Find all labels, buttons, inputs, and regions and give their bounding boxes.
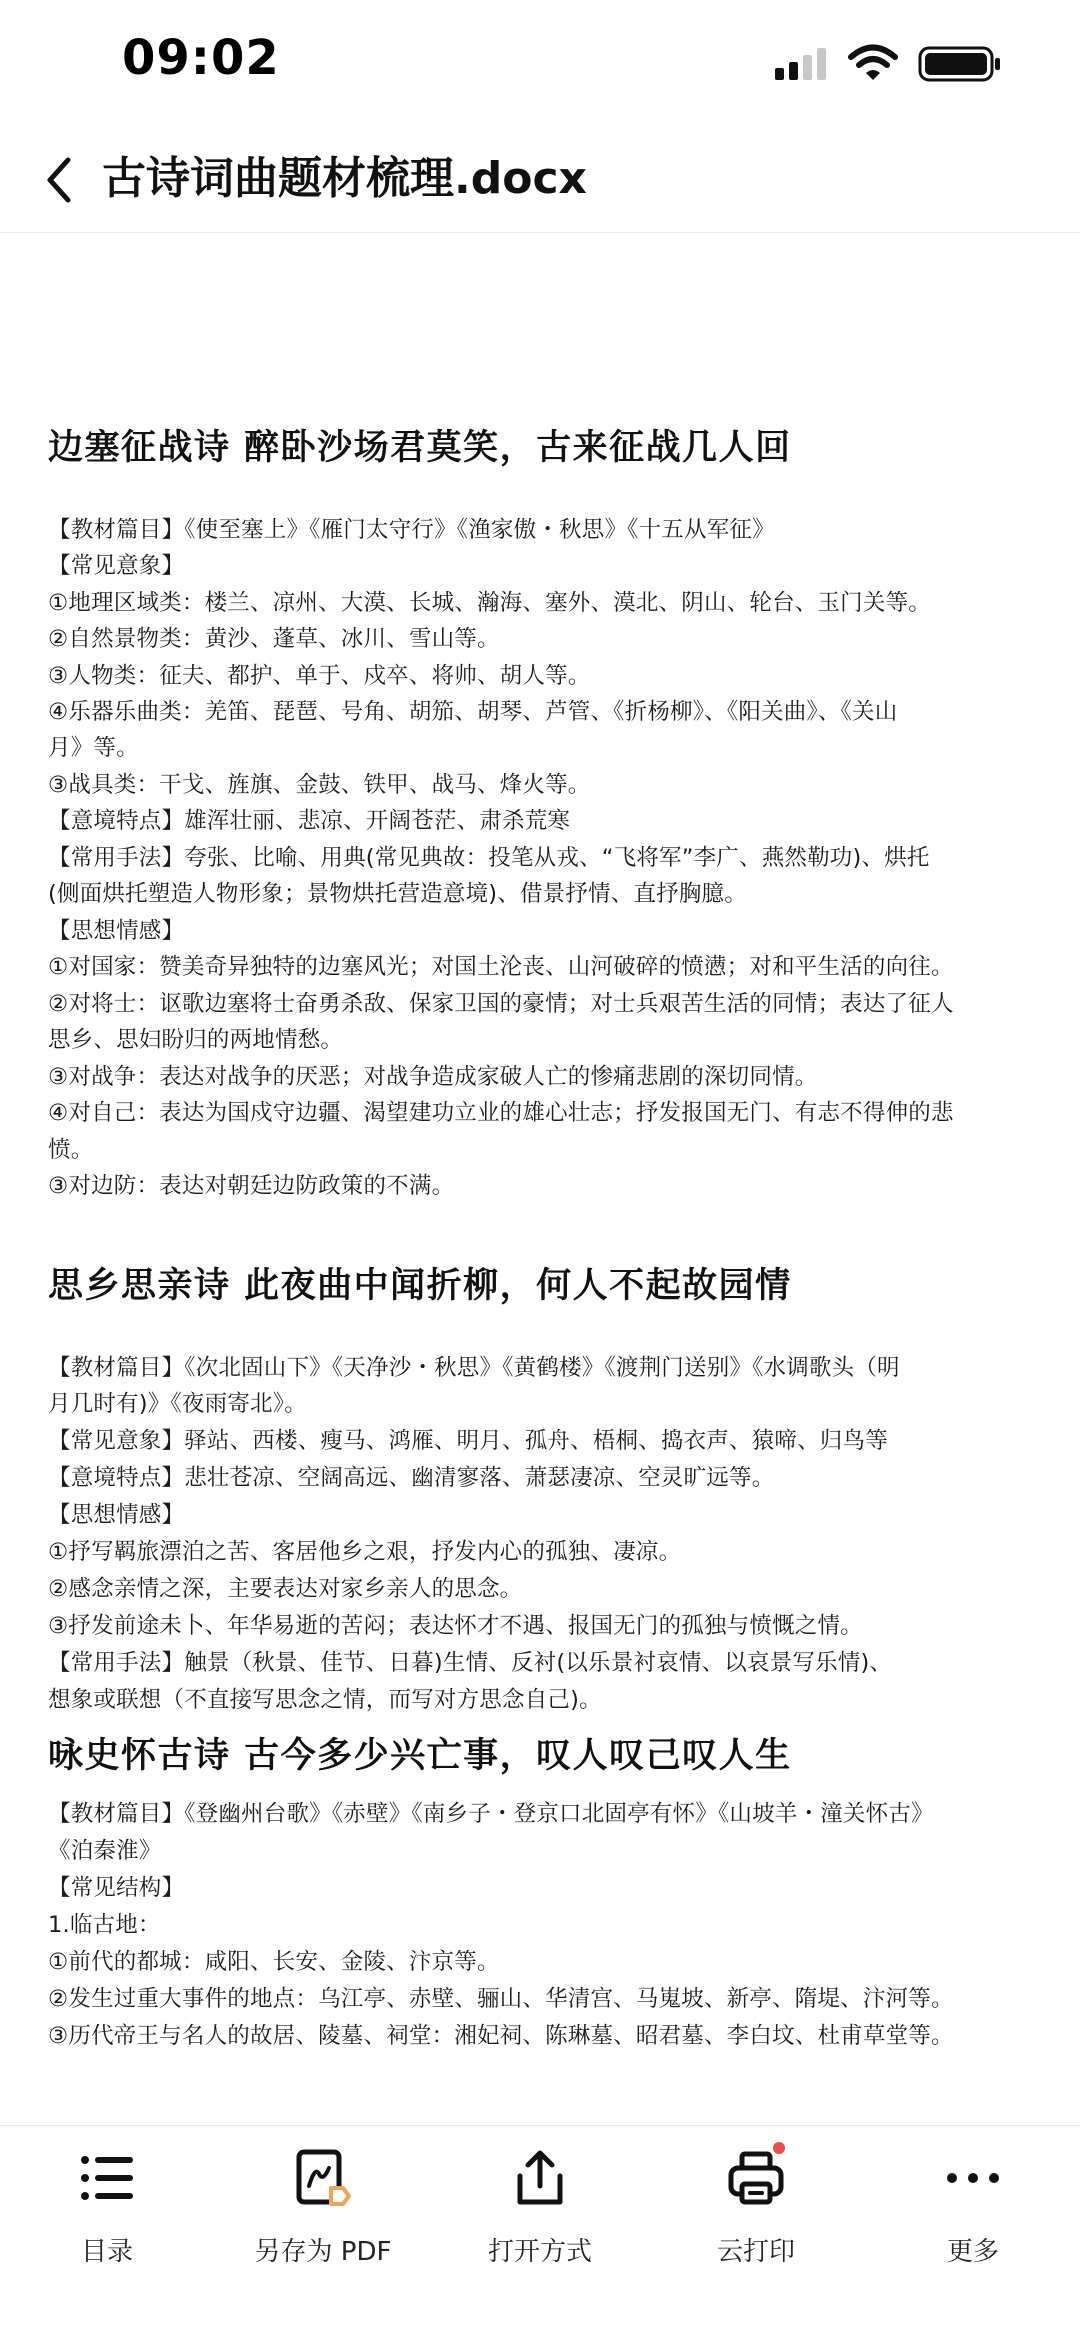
text-line: 【常用手法】触景（秋景、佳节、日暮)生情、反衬(以乐景衬哀情、以哀景写乐情)、: [48, 1650, 893, 1676]
text-line: (侧面烘托塑造人物形象；景物烘托营造意境)、借景抒情、直抒胸臆。: [48, 881, 747, 907]
toolbar-label: 另存为 PDF: [254, 2237, 392, 2267]
toolbar-save-pdf-button[interactable]: [233, 2126, 413, 2326]
text-line: ①前代的都城：咸阳、长安、金陵、汴京等。: [48, 1949, 500, 1975]
toolbar-more-button[interactable]: [883, 2126, 1063, 2326]
toolbar-contents-button[interactable]: [17, 2126, 197, 2326]
text-line: ③对战争：表达对战争的厌恶；对战争造成家破人亡的惨痛悲剧的深切同情。: [48, 1064, 818, 1090]
save-pdf-icon: [293, 2148, 353, 2208]
text-line: 【教材篇目】《登幽州台歌》《赤壁》《南乡子・登京口北固亭有怀》《山坡羊・潼关怀古》: [48, 1801, 934, 1827]
toolbar-label: 云打印: [716, 2237, 795, 2267]
toolbar-open-with-button[interactable]: [450, 2126, 630, 2326]
text-line: ③历代帝王与名人的故居、陵墓、祠堂：湘妃祠、陈琳墓、昭君墓、李白坟、杜甫草堂等。: [48, 2023, 954, 2049]
text-line: ①抒写羁旅漂泊之苦、客居他乡之艰，抒发内心的孤独、凄凉。: [48, 1539, 682, 1565]
text-line: ②自然景物类：黄沙、蓬草、冰川、雪山等。: [48, 626, 500, 652]
text-line: 【思想情感】: [48, 918, 185, 944]
text-line: ①对国家：赞美奇异独特的边塞风光；对国土沦丧、山河破碎的愤懑；对和平生活的向往。: [48, 954, 954, 980]
wifi-icon: [848, 44, 898, 82]
more-icon: [943, 2148, 1003, 2208]
text-line: 【教材篇目】《次北固山下》《天净沙・秋思》《黄鹤楼》《渡荆门送别》《水调歌头（明: [48, 1355, 900, 1381]
text-line: 愤。: [48, 1137, 94, 1163]
text-line: 【意境特点】悲壮苍凉、空阔高远、幽清寥落、萧瑟凄凉、空灵旷远等。: [48, 1465, 775, 1491]
chevron-left-icon: [40, 148, 80, 208]
status-bar: [0, 0, 1080, 120]
text-line: 月》等。: [48, 735, 139, 761]
text-line: ②感念亲情之深，主要表达对家乡亲人的思念。: [48, 1576, 523, 1602]
text-line: ①地理区域类：楼兰、凉州、大漠、长城、瀚海、塞外、漠北、阴山、轮台、玉门关等。: [48, 590, 931, 616]
toolbar-label: 更多: [946, 2237, 999, 2267]
back-button[interactable]: [40, 148, 80, 208]
status-time: 09:02: [122, 30, 280, 86]
share-icon: [510, 2148, 570, 2208]
text-line: 【常见意象】驿站、西楼、瘦马、鸿雁、明月、孤舟、梧桐、捣衣声、猿啼、归鸟等: [48, 1428, 888, 1454]
text-line: ③人物类：征夫、都护、单于、戍卒、将帅、胡人等。: [48, 663, 591, 689]
document-viewer[interactable]: [0, 232, 1080, 2125]
title-bar: [0, 128, 1080, 233]
text-line: ②发生过重大事件的地点：乌江亭、赤壁、骊山、华清宫、马嵬坡、新亭、隋堤、汴河等。: [48, 1986, 954, 2012]
text-line: ③对边防：表达对朝廷边防政策的不满。: [48, 1173, 455, 1199]
notification-dot: [773, 2142, 785, 2154]
bottom-toolbar: [0, 2125, 1080, 2338]
text-line: ④乐器乐曲类：羌笛、琵琶、号角、胡笳、胡琴、芦管、《折杨柳》、《阳关曲》、《关山: [48, 699, 898, 725]
text-line: 想象或联想（不直接写思念之情，而写对方思念自己)。: [48, 1687, 602, 1713]
text-line: 1.临古地：: [48, 1912, 161, 1938]
text-line: ④对自己：表达为国戍守边疆、渴望建功立业的雄心壮志；抒发报国无门、有志不得伸的悲: [48, 1100, 954, 1126]
list-icon: [77, 2148, 137, 2208]
text-line: 《泊秦淮》: [48, 1838, 162, 1864]
text-line: ③战具类：干戈、旌旗、金鼓、铁甲、战马、烽火等。: [48, 772, 591, 798]
text-line: 【教材篇目】《使至塞上》《雁门太守行》《渔家傲・秋思》《十五从军征》: [48, 517, 775, 543]
toolbar-label: 打开方式: [487, 2237, 592, 2267]
text-line: 月几时有)》《夜雨寄北》。: [48, 1391, 307, 1417]
text-line: 【常见结构】: [48, 1875, 185, 1901]
section-heading: 思乡思亲诗 此夜曲中闻折柳，何人不起故园情: [48, 1265, 792, 1306]
text-line: 【常见意象】: [48, 553, 185, 579]
text-line: ②对将士：讴歌边塞将士奋勇杀敌、保家卫国的豪情；对士兵艰苦生活的同情；表达了征人: [48, 991, 954, 1017]
cellular-signal-icon: [775, 48, 835, 80]
section-heading: 边塞征战诗 醉卧沙场君莫笑，古来征战几人回: [48, 427, 792, 468]
text-line: 思乡、思妇盼归的两地情愁。: [48, 1027, 344, 1053]
section-heading: 咏史怀古诗 古今多少兴亡事，叹人叹己叹人生: [48, 1735, 792, 1776]
text-line: 【常用手法】夸张、比喻、用典(常见典故：投笔从戎、“飞将军”李广、燕然勒功)、烘托: [48, 845, 930, 871]
text-line: 【意境特点】雄浑壮丽、悲凉、开阔苍茫、肃杀荒寒: [48, 808, 571, 834]
toolbar-label: 目录: [80, 2237, 133, 2267]
printer-icon: [726, 2148, 786, 2208]
text-line: 【思想情感】: [48, 1502, 185, 1528]
battery-icon: [918, 46, 1002, 82]
text-line: ③抒发前途未卜、年华易逝的苦闷；表达怀才不遇、报国无门的孤独与愤慨之情。: [48, 1613, 863, 1639]
toolbar-cloud-print-button[interactable]: [666, 2126, 846, 2326]
document-title: 古诗词曲题材梳理.docx: [102, 153, 587, 204]
